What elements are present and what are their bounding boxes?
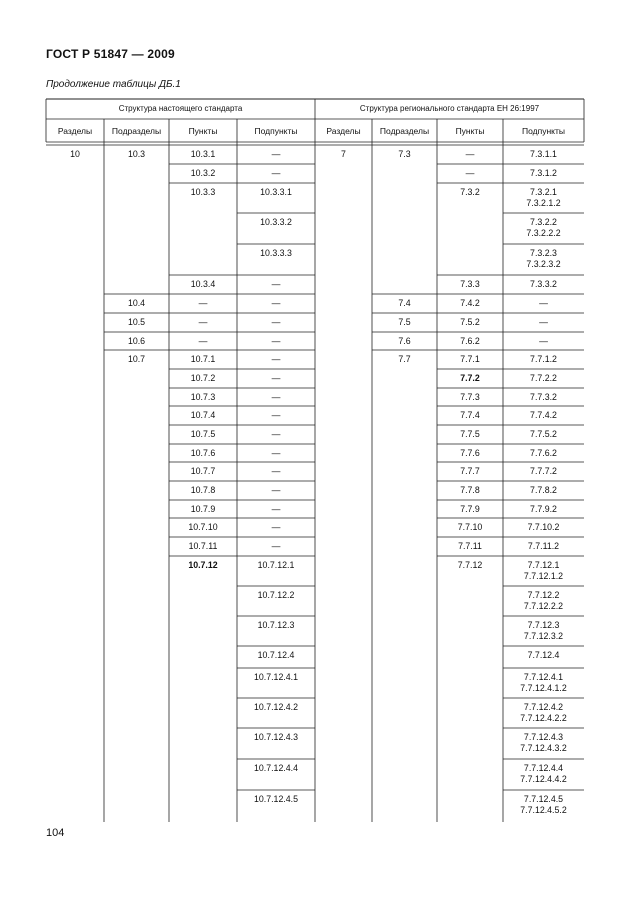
table-cell: 7.7.12.3 (527, 620, 560, 630)
table-cell: — (271, 541, 281, 551)
table-cell: 7.7.5 (460, 429, 480, 439)
table-cell: 7.4.2 (460, 298, 480, 308)
table-cell: 7.7.2 (460, 373, 480, 383)
table-cell: 7.7.4 (460, 410, 480, 420)
table-cell: 10.7.2 (190, 373, 216, 383)
table-cell: 7.7.5.2 (530, 429, 557, 439)
table-cell: 7.3.1.2 (530, 168, 557, 178)
table-cell: — (539, 317, 548, 327)
table-cell: 10.7 (127, 354, 146, 364)
table-cell: 10.3.3.3 (260, 248, 292, 258)
table-cell: 7.7.10 (457, 522, 483, 532)
document-header: ГОСТ Р 51847 — 2009 (46, 47, 175, 61)
table-cell: 10.4 (127, 298, 146, 308)
table-cell: 10.7.10 (188, 522, 218, 532)
table-cell: 7.3.3.2 (530, 279, 557, 289)
table-cell: — (198, 336, 208, 346)
table-cell: 7.7.12.2.2 (523, 601, 564, 611)
table-cell: 7.3.2 (460, 187, 480, 197)
table-cell: — (271, 485, 281, 495)
table-cell: 7.7.11.2 (527, 541, 560, 551)
table-cell: 7.7.11 (458, 541, 482, 551)
table-cell: 10.7.12.4.2 (253, 702, 299, 712)
table-cell: 7.7.3.2 (530, 392, 557, 402)
table-cell: 7.7.12.4 (527, 650, 560, 660)
table-cell: 7.6.2 (460, 336, 480, 346)
table-cell: 10.7.1 (190, 354, 216, 364)
table-cell: 7.3.2.2.2 (526, 228, 561, 238)
column-header: Пункты (455, 126, 485, 136)
table-cell: 10.7.12.4.4 (253, 763, 299, 773)
table-cell: 10.7.12.4.3 (253, 732, 299, 742)
table-cell: 7.4 (398, 298, 411, 308)
table-cell: 10.7.8 (190, 485, 216, 495)
table-cell: — (271, 373, 281, 383)
table-cell: — (271, 168, 281, 178)
table-cell: 7.5.2 (460, 317, 480, 327)
table-cell: 10.3.3.1 (260, 187, 292, 197)
table-cell: 7.7.6 (460, 448, 480, 458)
column-header: Разделы (326, 126, 361, 136)
table-cell: 7.7.12.4.2 (523, 702, 564, 712)
table-cell: 10.7.3 (190, 392, 216, 402)
table-cell: 7.3.3 (460, 279, 480, 289)
table-cell: — (465, 168, 475, 178)
table-cell: 7.3.2.1 (530, 187, 557, 197)
table-cell: — (271, 504, 281, 514)
table-cell: 7.7 (398, 354, 411, 364)
table-cell: 7.5 (398, 317, 411, 327)
table-cell: 7.7.12.4.5 (523, 794, 564, 804)
column-header: Подпункты (254, 126, 298, 136)
table-cell: 7.7.8 (460, 485, 480, 495)
table-cell: 7.7.12.4.5.2 (520, 805, 567, 815)
table-cell: 10.3.3.2 (260, 217, 292, 227)
table-cell: — (539, 298, 548, 308)
table-cell: 10.7.4 (190, 410, 216, 420)
table-cell: 10.7.12 (188, 560, 218, 570)
table-cell: — (539, 336, 548, 346)
group-header-current: Структура настоящего стандарта (118, 104, 243, 113)
table-cell: 7.7.3 (460, 392, 480, 402)
table-cell: — (271, 429, 281, 439)
column-header: Подпункты (522, 126, 565, 136)
table-cell: 7.7.7 (460, 466, 480, 476)
table-cell: 7.7.4.2 (530, 410, 557, 420)
table-cell: 7.7.6.2 (530, 448, 557, 458)
table-cell: 7.7.12 (457, 560, 483, 570)
table-cell: 10.7.7 (190, 466, 216, 476)
table-cell: — (271, 354, 281, 364)
table-cell: 10.7.12.1 (257, 560, 295, 570)
table-cell: 7.7.12.4.2.2 (520, 713, 567, 723)
table-cell: — (271, 317, 281, 327)
table-cell: — (198, 317, 208, 327)
table-cell: — (271, 298, 281, 308)
table-caption: Продолжение таблицы ДБ.1 (46, 79, 181, 90)
column-header: Подразделы (111, 126, 162, 136)
table-cell: 10.3 (127, 149, 146, 159)
table-cell: 7.7.8.2 (530, 485, 557, 495)
table-cell: — (271, 392, 281, 402)
table-cell: 10.7.6 (190, 448, 216, 458)
table-cell: 10.7.12.4.5 (253, 794, 299, 804)
table-cell: 7.3.2.1.2 (526, 198, 561, 208)
table-cell: 7.7.2.2 (530, 373, 557, 383)
table-cell: — (271, 279, 281, 289)
table-cell: 10.6 (127, 336, 146, 346)
table-cell: 10.7.5 (190, 429, 216, 439)
table-cell: 7.3.2.3 (530, 248, 557, 258)
table-cell: 10.7.12.4 (257, 650, 295, 660)
table-cell: 7.7.10.2 (527, 522, 560, 532)
table-cell: 10.7.11 (188, 541, 218, 551)
group-header-regional: Структура регионального стандарта ЕН 26:1997 (359, 104, 540, 113)
table-cell: 10 (70, 149, 80, 159)
table-cell: 7 (341, 149, 346, 159)
table-cell: 7.3.2.3.2 (526, 259, 561, 269)
page-number: 104 (46, 827, 65, 839)
table-cell: 7.7.12.4.1.2 (520, 683, 567, 693)
table-cell: 7.7.12.4.4 (523, 763, 564, 773)
table-cell: 10.7.12.2 (257, 590, 295, 600)
table-cell: 10.3.3 (190, 187, 216, 197)
table-cell: 10.7.12.4.1 (253, 672, 299, 682)
table-cell: — (198, 298, 208, 308)
table-cell: 7.7.12.1 (527, 560, 560, 570)
table-cell: 7.7.12.2 (527, 590, 560, 600)
table-cell: — (271, 149, 281, 159)
table-cell: 7.3.1.1 (530, 149, 557, 159)
column-header: Подразделы (379, 126, 430, 136)
table-cell: 10.7.9 (190, 504, 216, 514)
table-cell: 7.7.12.3.2 (523, 631, 564, 641)
column-header: Пункты (188, 126, 218, 136)
table-cell: 7.7.12.4.3 (523, 732, 564, 742)
table-cell: 10.7.12.3 (257, 620, 295, 630)
table-cell: 7.6 (398, 336, 411, 346)
table-cell: 7.3.2.2 (530, 217, 557, 227)
table-cell: 7.7.12.1.2 (523, 571, 564, 581)
table-cell: — (271, 336, 281, 346)
table-cell: 7.7.12.4.1 (523, 672, 564, 682)
table-cell: 7.7.9 (460, 504, 480, 514)
table-cell: 10.5 (127, 317, 146, 327)
table-cell: 7.7.12.4.3.2 (520, 743, 567, 753)
table-cell: 7.7.1 (460, 354, 480, 364)
table-cell: 10.3.2 (190, 168, 216, 178)
table-cell: — (271, 466, 281, 476)
table-cell: 7.7.1.2 (530, 354, 557, 364)
table-cell: 7.7.12.4.4.2 (520, 774, 567, 784)
table-cell: 7.3 (398, 149, 411, 159)
table-cell: 10.3.1 (190, 149, 216, 159)
table-cell: — (271, 410, 281, 420)
table-cell: 7.7.9.2 (530, 504, 557, 514)
table-cell: — (465, 149, 475, 159)
table-cell: 7.7.7.2 (530, 466, 557, 476)
table-cell: — (271, 448, 281, 458)
table-cell: 10.3.4 (190, 279, 216, 289)
table-cell: — (271, 522, 281, 532)
column-header: Разделы (57, 126, 93, 136)
